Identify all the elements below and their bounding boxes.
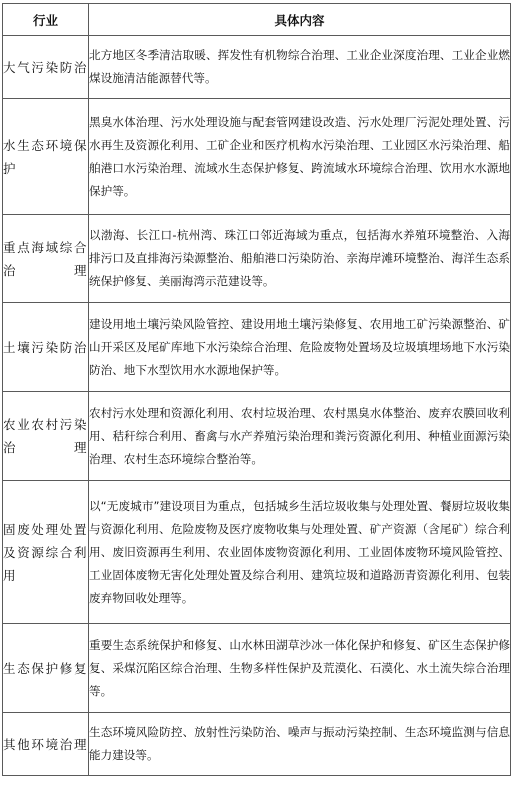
table-row [3,303,511,392]
industry-cell: 其他环境治理 [3,713,89,776]
table-row [3,624,511,713]
industry-cell: 固废处理处置及资源综合利用 [3,481,89,624]
content-cell: 黑臭水体治理、污水处理设施与配套管网建设改造、污水处理厂污泥处理处置、污水再生及资源化利用、工矿企业和医疗机构水污染治理、工业园区水污染治理、船舶港口水污染治理、流域水生态保护修复、跨流域水环境综合治理、饮用水水源地保护等。 [89,99,511,215]
content-cell: 建设用地土壤污染风险管控、建设用地土壤污染修复、农用地工矿污染源整治、矿山开采区及尾矿库地下水污染综合治理、危险废物处置场及垃圾填埋场地下水污染防治、地下水型饮用水水源地保护等。 [89,303,511,392]
content-cell: 农村污水处理和资源化利用、农村垃圾治理、农村黑臭水体整治、废弃农膜回收利用、秸秆综合利用、畜禽与水产养殖污染治理和粪污资源化利用、种植业面源污染治理、农村生态环境综合整治等。 [89,392,511,481]
industry-cell: 土壤污染防治 [3,303,89,392]
content-cell: 北方地区冬季清洁取暖、挥发性有机物综合治理、工业企业深度治理、工业企业燃煤设施清洁能源替代等。 [89,36,511,99]
table-row [3,481,511,624]
header-industry: 行业 [3,4,89,36]
industry-cell: 重点海域综合治理 [3,215,89,303]
table-row [3,392,511,481]
industry-content-table [2,3,511,776]
content-cell: 以“无废城市”建设项目为重点，包括城乡生活垃圾收集与处理处置、餐厨垃圾收集与资源化利用、危险废物及医疗废物收集与处理处置、矿产资源（含尾矿）综合利用、废旧资源再生利用、农业固体废物资源化利用、工业固体废物环境风险管控、工业固体废物无害化处理处置及综合利用、建筑垃圾和道路沥青资源化利用、包装废弃物回收处理等。 [89,481,511,624]
content-cell: 重要生态系统保护和修复、山水林田湖草沙冰一体化保护和修复、矿区生态保护修复、采煤沉陷区综合治理、生物多样性保护及荒漠化、石漠化、水土流失综合治理等。 [89,624,511,713]
header-content: 具体内容 [89,4,511,36]
table-row [3,99,511,215]
table-row [3,36,511,99]
industry-cell: 农业农村污染治理 [3,392,89,481]
industry-cell: 大气污染防治 [3,36,89,99]
table-row [3,713,511,776]
industry-cell: 生态保护修复 [3,624,89,713]
industry-cell: 水生态环境保护 [3,99,89,215]
table-header-row [3,4,511,36]
content-cell: 以渤海、长江口-杭州湾、珠江口邻近海域为重点，包括海水养殖环境整治、入海排污口及直排海污染源整治、船舶港口污染防治、亲海岸滩环境整治、海洋生态系统保护修复、美丽海湾示范建设等。 [89,215,511,303]
content-cell: 生态环境风险防控、放射性污染防治、噪声与振动污染控制、生态环境监测与信息能力建设等。 [89,713,511,776]
table-row [3,215,511,303]
